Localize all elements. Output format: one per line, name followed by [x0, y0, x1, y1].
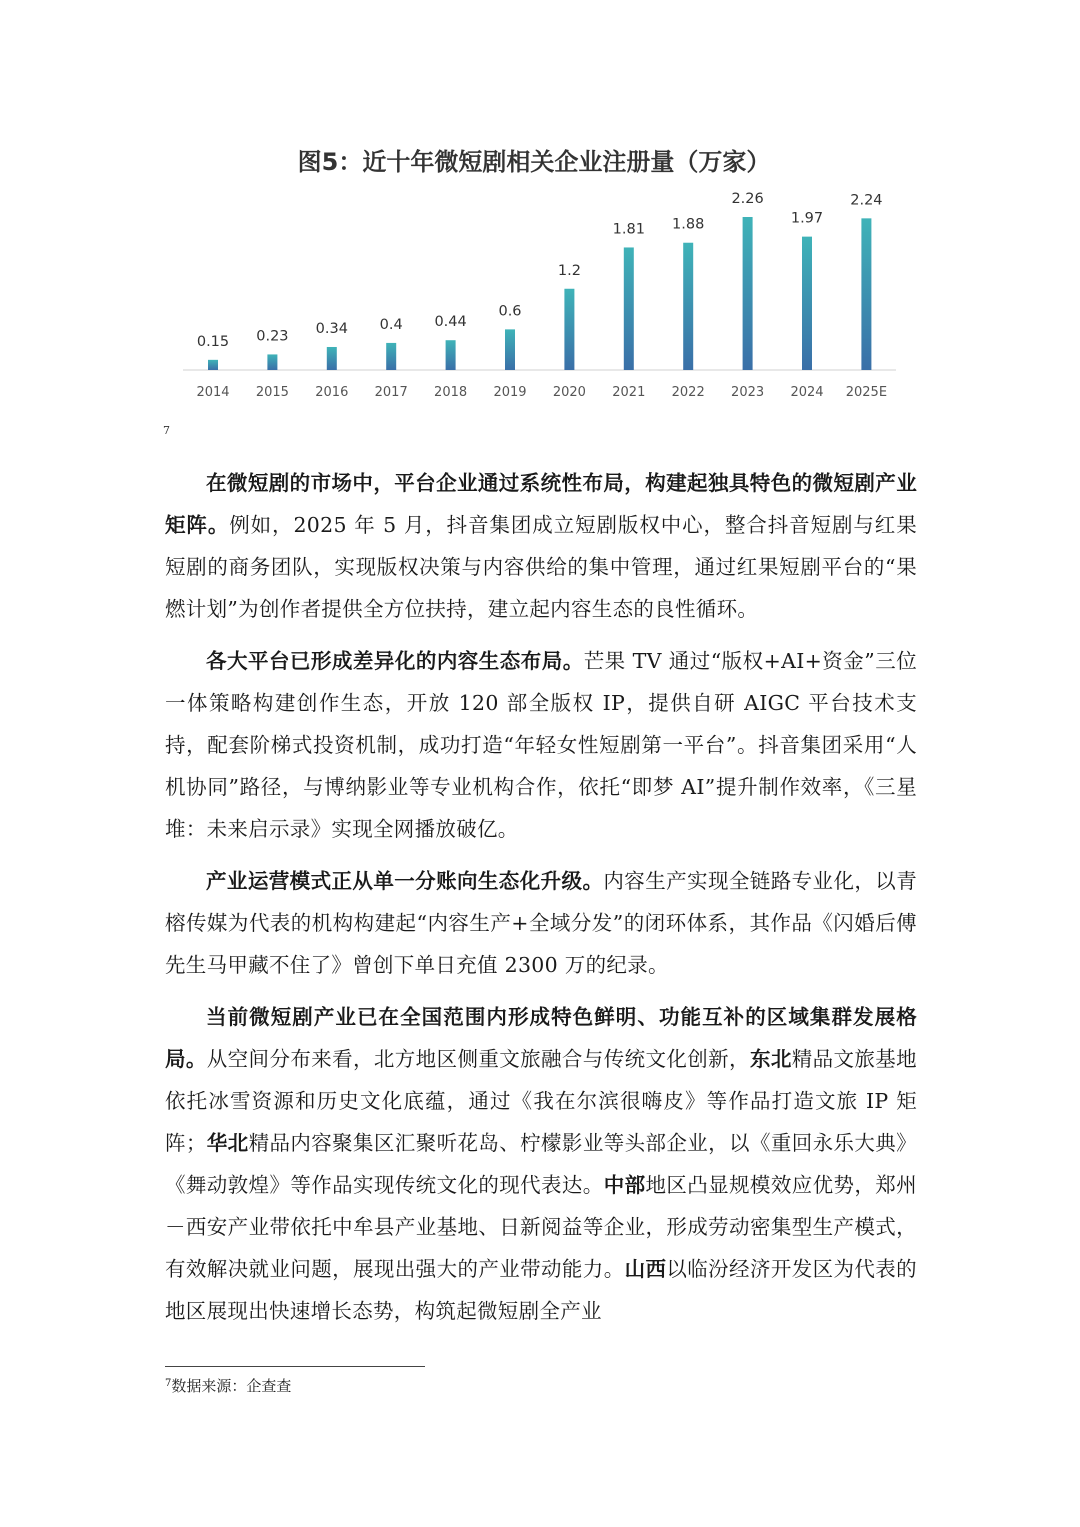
paragraph-lead: 产业运营模式正从单一分账向生态化升级。	[206, 869, 604, 893]
x-tick-2023: 2023	[731, 385, 765, 400]
x-tick-2019: 2019	[493, 385, 527, 400]
paragraph-lead: 各大平台已形成差异化的内容生态布局。	[206, 649, 584, 673]
data-label-2019: 0.6	[498, 303, 522, 320]
bar-2025E	[861, 218, 871, 370]
data-label-2024: 1.97	[790, 210, 824, 227]
data-label-2017: 0.4	[379, 316, 403, 333]
data-label-2015: 0.23	[256, 328, 289, 345]
x-tick-2017: 2017	[374, 385, 408, 400]
data-label-2025E: 2.24	[850, 192, 883, 209]
bar-2020	[564, 289, 574, 370]
x-tick-2018: 2018	[434, 385, 468, 400]
paragraph-body: 精品内容聚集区汇聚听花岛、柠檬影业等头部企业，以《重回永乐大典》《舞动敦煌》等作品实现传统文化的现代表达。	[165, 1131, 917, 1197]
footnote-text: 数据来源：企查查	[171, 1377, 292, 1395]
bar-2019	[505, 329, 515, 370]
paragraph-lead: 在微短剧的市场中，平台企业通过系统性布局，构建起独具特色的微短剧产业矩阵。	[165, 471, 917, 537]
registration-chart	[0, 0, 1080, 420]
bar-2016	[327, 347, 337, 370]
paragraph-body: 例如，2025 年 5 月，抖音集团成立短剧版权中心，整合抖音短剧与红果短剧的商务团队，实现版权决策与内容供给的集中管理，通过红果短剧平台的“果燃计划”为创作者提供全方位扶持，建立起内容生态的良性循环。	[165, 513, 918, 621]
bar-2015	[267, 354, 277, 370]
paragraph-2	[165, 640, 917, 850]
region-north-china: 华北	[206, 1131, 249, 1155]
paragraph-1	[165, 462, 917, 630]
footnote-divider	[165, 1366, 425, 1367]
footnote	[165, 1375, 291, 1396]
paragraph-body: 从空间分布来看，北方地区侧重文旅融合与传统文化创新，	[206, 1047, 750, 1071]
paragraph-body: 精品文旅基地依托冰雪资源和历史文化底蕴，通过《我在尔滨很嗨皮》等作品打造文旅 IP 矩阵；	[165, 1047, 917, 1155]
x-tick-2020: 2020	[552, 385, 586, 400]
x-tick-2025E: 2025E	[845, 385, 888, 400]
body-text	[165, 462, 917, 1342]
paragraph-lead: 当前微短剧产业已在全国范围内形成特色鲜明、功能互补的区域集群发展格局。	[165, 1005, 917, 1071]
bar-2023	[743, 217, 753, 370]
x-tick-2015: 2015	[255, 385, 289, 400]
footnote-reference-mark: 7	[163, 424, 170, 437]
data-label-2021: 1.81	[612, 221, 645, 238]
footnote-mark: 7	[165, 1378, 172, 1389]
region-central: 中部	[603, 1173, 646, 1197]
data-label-2014: 0.15	[196, 333, 230, 350]
bar-2021	[624, 247, 634, 370]
data-label-2018: 0.44	[434, 314, 467, 331]
paragraph-3	[165, 860, 917, 986]
bar-2017	[386, 343, 396, 370]
data-label-2016: 0.34	[315, 320, 348, 337]
bar-2024	[802, 237, 812, 370]
paragraph-body: 内容生产实现全链路专业化，以青榕传媒为代表的机构构建起“内容生产+全域分发”的闭环体系，其作品《闪婚后傅先生马甲藏不住了》曾创下单日充值 2300 万的纪录。	[165, 869, 918, 977]
x-tick-2016: 2016	[315, 385, 349, 400]
paragraph-4	[165, 996, 917, 1332]
paragraph-body: 芒果 TV 通过“版权+AI+资金”三位一体策略构建创作生态，开放 120 部全版权 IP，提供自研 AIGC 平台技术支持，配套阶梯式投资机制，成功打造“年轻女性短剧第一平台”。抖音集团采用“人机协同”路径，与博纳影业等专业机构合作，依托“即梦 AI”提升制作效率，《三星堆：未来启示录》实现全网播放破亿。	[165, 649, 917, 841]
data-label-2023: 2.26	[731, 190, 764, 207]
bar-2018	[446, 340, 456, 370]
x-tick-2021: 2021	[612, 385, 646, 400]
region-shanxi: 山西	[624, 1257, 667, 1281]
bar-chart-svg	[0, 0, 1080, 420]
paragraph-body: 地区凸显规模效应优势，郑州－西安产业带依托中牟县产业基地、日新阅益等企业，形成劳动密集型生产模式，有效解决就业问题，展现出强大的产业带动能力。	[165, 1173, 917, 1281]
paragraph-body: 以临汾经济开发区为代表的地区展现出快速增长态势，构筑起微短剧全产业	[165, 1257, 917, 1323]
region-northeast: 东北	[749, 1047, 792, 1071]
x-tick-2014: 2014	[196, 385, 230, 400]
chart-title: 图5：近十年微短剧相关企业注册量（万家）	[297, 148, 771, 176]
x-tick-2024: 2024	[790, 385, 824, 400]
x-tick-2022: 2022	[671, 385, 705, 400]
data-label-2020: 1.2	[557, 262, 581, 279]
data-label-2022: 1.88	[672, 216, 705, 233]
bar-2014	[208, 360, 218, 370]
bar-2022	[683, 243, 693, 370]
